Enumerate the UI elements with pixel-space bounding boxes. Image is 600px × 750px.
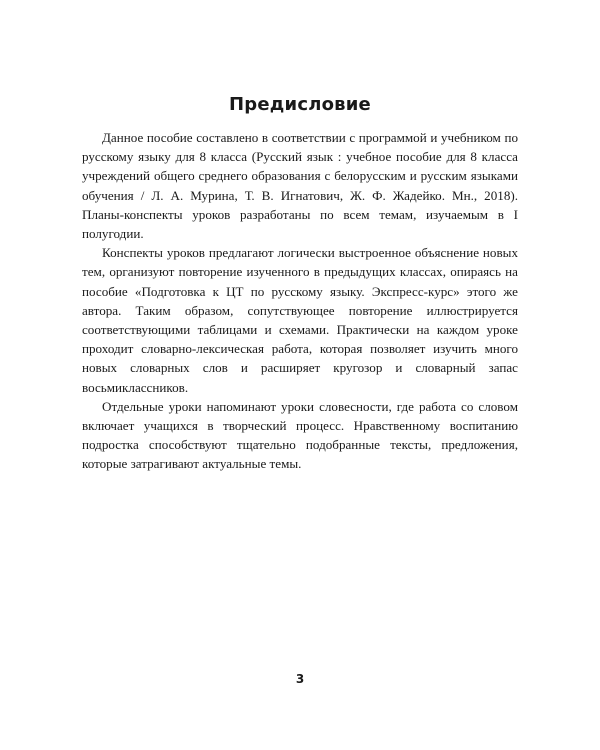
page-number: 3	[295, 672, 305, 686]
paragraph-3: Отдельные уроки напоминают уроки словесности, где работа со словом включает учащихся в творческий процесс. Нравственному воспитанию подростка способствуют тщательно подобранные тексты, предложения, которые затрагивают актуальные темы.	[82, 398, 518, 472]
paragraph-2: Конспекты уроков предлагают логически выстроенное объяснение новых тем, организуют повторение изученного в предыдущих классах, опираясь на пособие «Подготовка к ЦТ по русскому языку. Экспресс-курс» этого же автора. Таким образом, сопутствующее повторение иллюстрируется соответствующими таблицами и схемами. Практически на каждом уроке проходит словарно-лексическая работа, которая позволяет изучить много новых словарных слов и расширяет кругозор и словарный запас восьмиклассников.	[82, 245, 518, 395]
page-title: Предисловие	[229, 94, 371, 115]
paragraph-1: Данное пособие составлено в соответствии с программой и учебником по русскому языку для 8 класса (Русский язык : учебное пособие для 8 класса учреждений общего среднего образования с белорусским и русским языками обучения / Л. А. Мурина, Т. В. Игнатович, Ж. Ф. Жадейко. Мн., 2018). Планы-конспекты уроков разработаны по всем темам, изучаемым в I полугодии.	[82, 130, 518, 242]
preface-text	[82, 128, 518, 474]
